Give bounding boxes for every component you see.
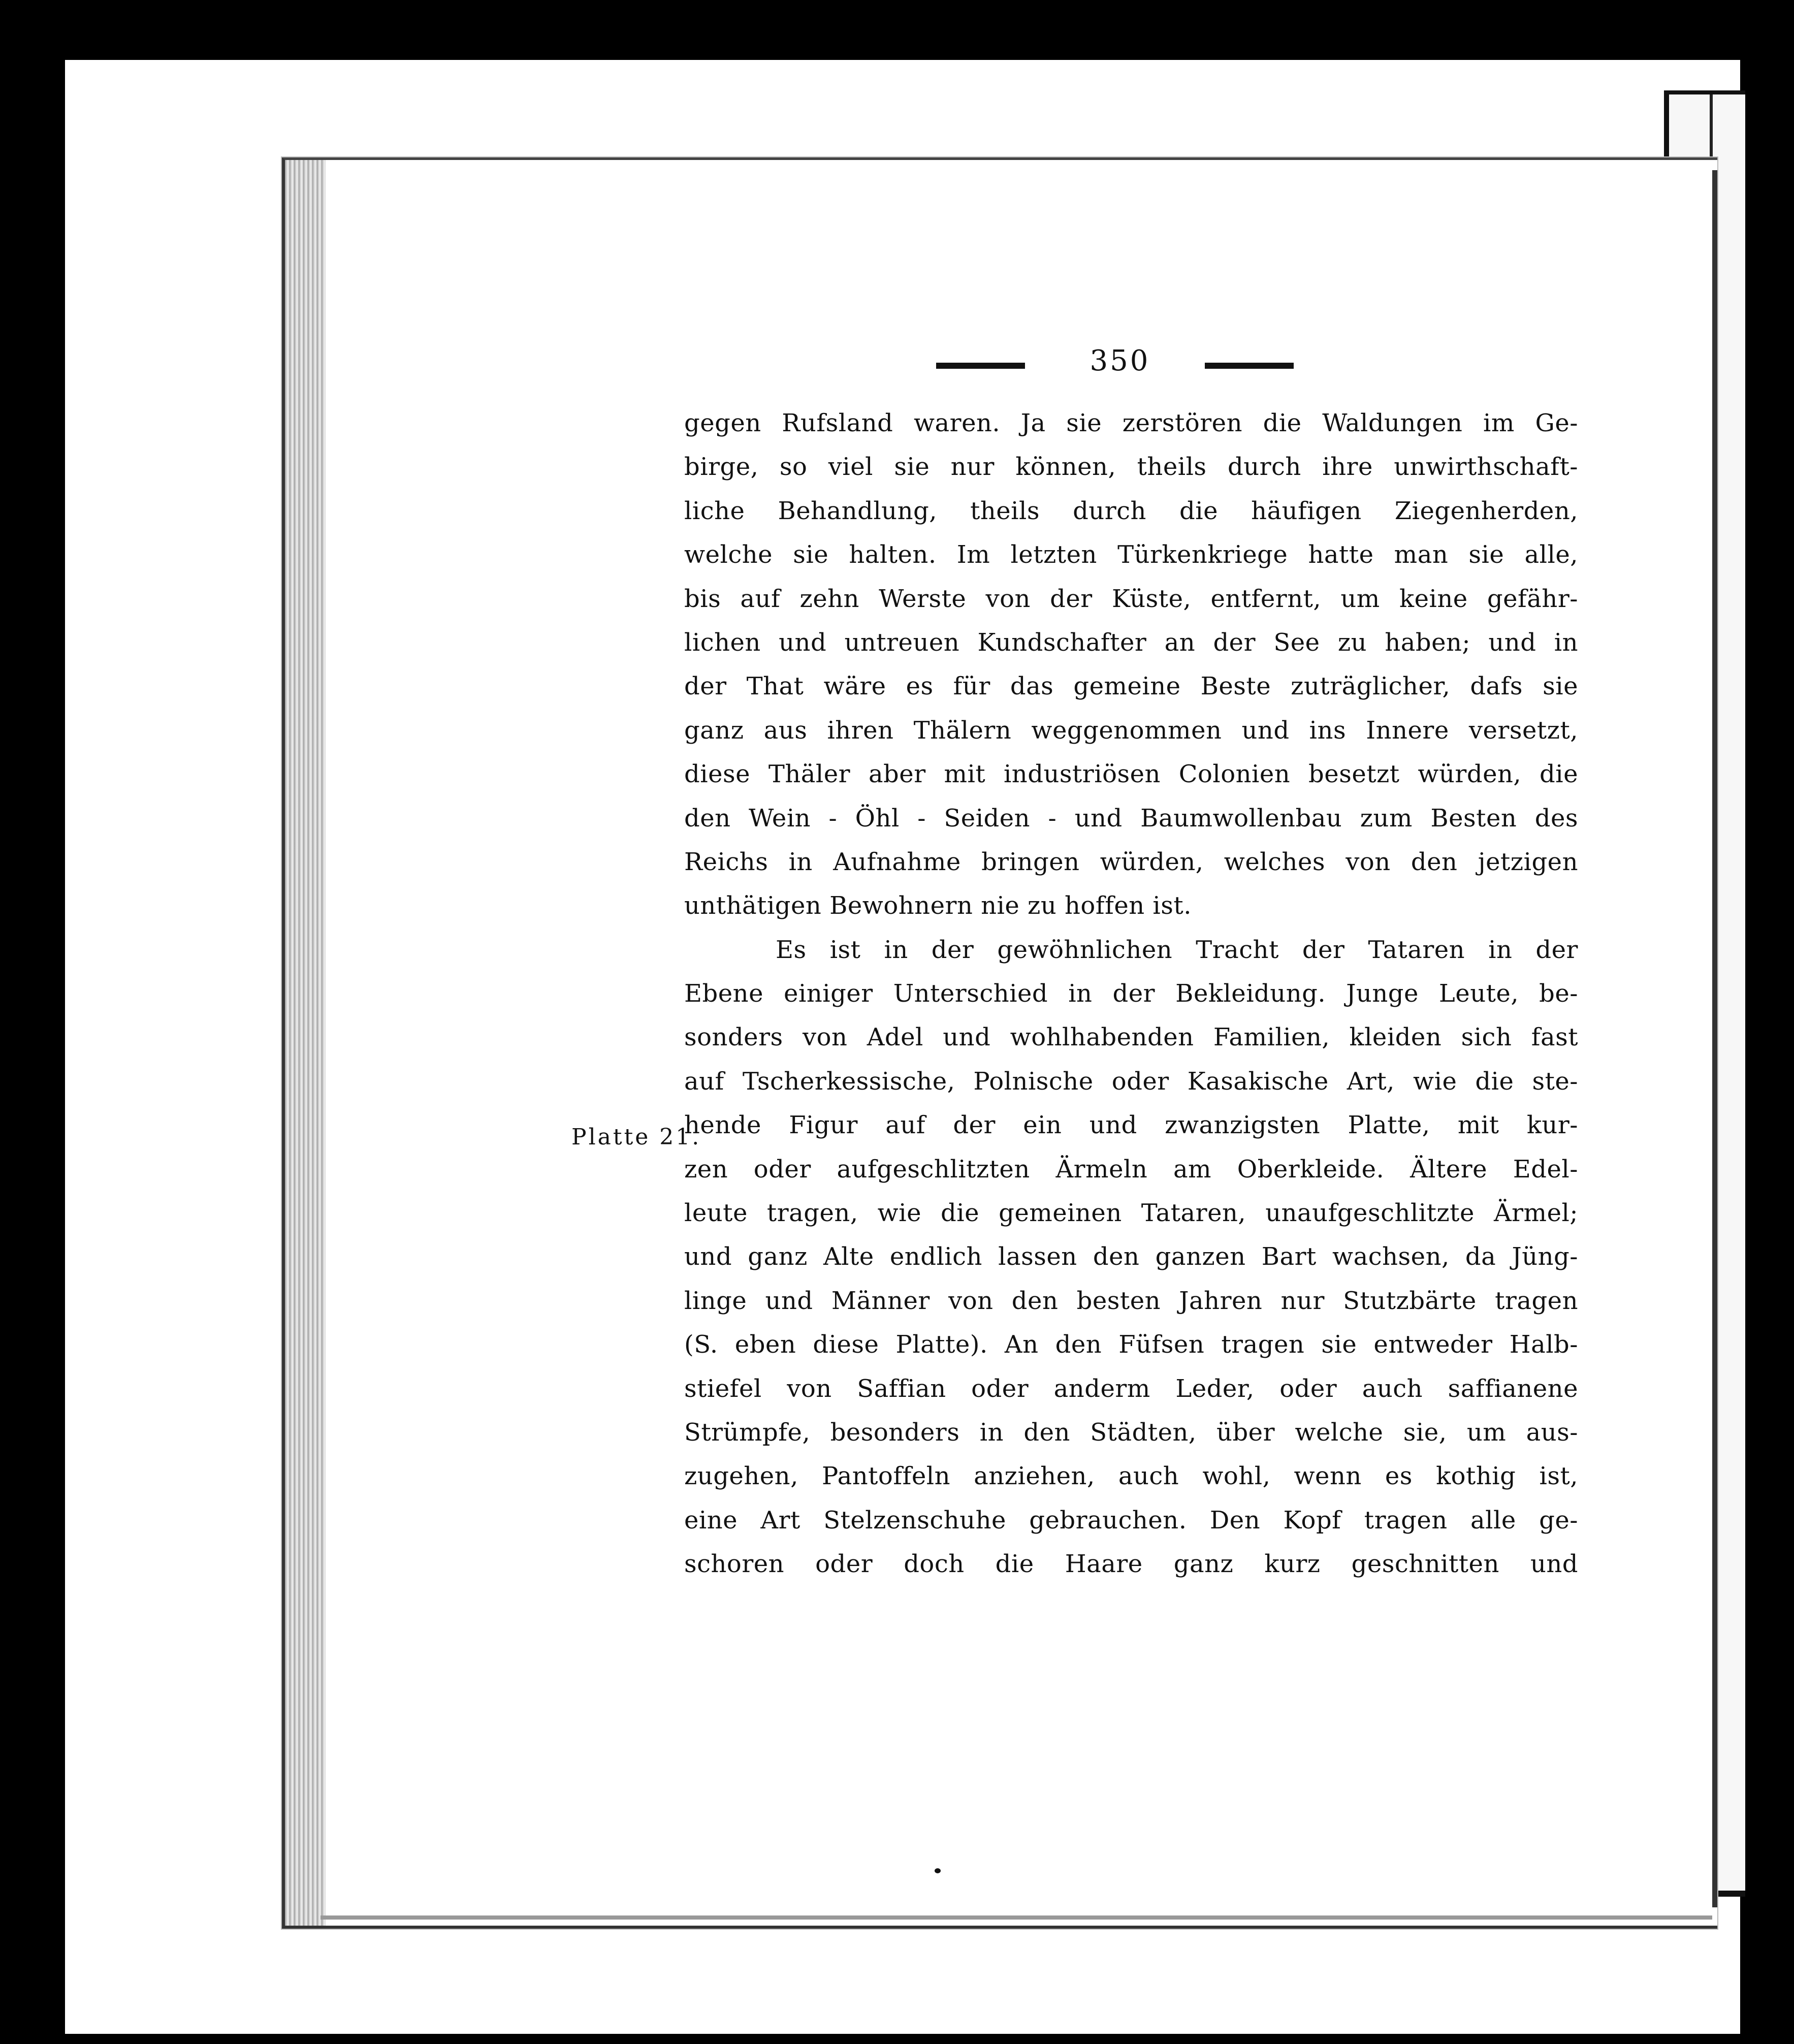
page-header (932, 344, 1298, 388)
text-line: diese Thäler aber mit industriösen Colonien besetzt würden, die (684, 760, 1578, 789)
header-rule-left (936, 363, 1025, 369)
text-line: liche Behandlung, theils durch die häufigen Ziegenherden, (684, 496, 1578, 525)
page-right-edge (1712, 170, 1717, 1907)
text-line: eine Art Stelzenschuhe gebrauchen. Den Kopf tragen alle ge- (684, 1506, 1578, 1535)
text-line: auf Tscherkessische, Polnische oder Kasakische Art, wie die ste- (684, 1067, 1578, 1096)
body-text (684, 401, 1578, 1586)
text-line: birge, so viel sie nur können, theils durch ihre unwirthschaft- (684, 453, 1578, 482)
scan-border-left-inner (15, 60, 65, 2044)
text-line: stiefel von Saffian oder anderm Leder, oder auch saffianene (684, 1374, 1578, 1403)
text-line: welche sie halten. Im letzten Türkenkriege hatte man sie alle, (684, 540, 1578, 569)
text-line: und ganz Alte endlich lassen den ganzen Bart wachsen, da Jüng- (684, 1242, 1578, 1271)
scan-border-right (1781, 0, 1794, 2044)
text-line: Reichs in Aufnahme bringen würden, welches von den jetzigen (684, 847, 1578, 876)
ink-speck (935, 1868, 941, 1873)
text-line: Ebene einiger Unterschied in der Bekleidung. Junge Leute, be- (684, 979, 1578, 1008)
text-line: sonders von Adel und wohlhabenden Familien, kleiden sich fast (684, 1023, 1578, 1052)
text-line: hende Figur auf der ein und zwanzigsten Platte, mit kur- (684, 1111, 1578, 1140)
text-line: schoren oder doch die Haare ganz kurz geschnitten und (684, 1550, 1578, 1579)
text-line: der That wäre es für das gemeine Beste zuträglicher, dafs sie (684, 672, 1578, 701)
page-stack-edges (285, 160, 326, 1926)
margin-note-plate-reference: Platte 21. (571, 1124, 701, 1150)
text-line: (S. eben diese Platte). An den Füfsen tragen sie entweder Halb- (684, 1330, 1578, 1359)
scan-border-left (0, 0, 15, 2044)
text-line: linge und Männer von den besten Jahren nur Stutzbärte tragen (684, 1286, 1578, 1315)
page-bottom-edge (321, 1915, 1712, 1920)
text-line: zen oder aufgeschlitzten Ärmeln am Oberkleide. Ältere Edel- (684, 1155, 1578, 1184)
text-line: bis auf zehn Werste von der Küste, entfernt, um keine gefähr- (684, 584, 1578, 613)
text-line: leute tragen, wie die gemeinen Tataren, unaufgeschlitzte Ärmel; (684, 1199, 1578, 1228)
text-line-paragraph-end: unthätigen Bewohnern nie zu hoffen ist. (684, 891, 1192, 920)
page-number: 350 (1090, 344, 1150, 377)
text-line: gegen Rufsland waren. Ja sie zerstören die Waldungen im Ge- (684, 409, 1578, 437)
text-line: ganz aus ihren Thälern weggenommen und ins Innere versetzt, (684, 716, 1578, 745)
header-rule-right (1205, 363, 1294, 369)
text-line-paragraph-start: Es ist in der gewöhnlichen Tracht der Tataren in der (776, 935, 1578, 964)
text-line: zugehen, Pantoffeln anziehen, auch wohl, wenn es kothig ist, (684, 1462, 1578, 1491)
scan-border-bottom (0, 2034, 1794, 2044)
scan-border-top (0, 0, 1794, 60)
text-line: den Wein - Öhl - Seiden - und Baumwollenbau zum Besten des (684, 804, 1578, 833)
scan-border-right-inner (1740, 0, 1781, 2044)
text-line: lichen und untreuen Kundschafter an der See zu haben; und in (684, 628, 1578, 657)
text-line: Strümpfe, besonders in den Städten, über welche sie, um aus- (684, 1418, 1578, 1447)
